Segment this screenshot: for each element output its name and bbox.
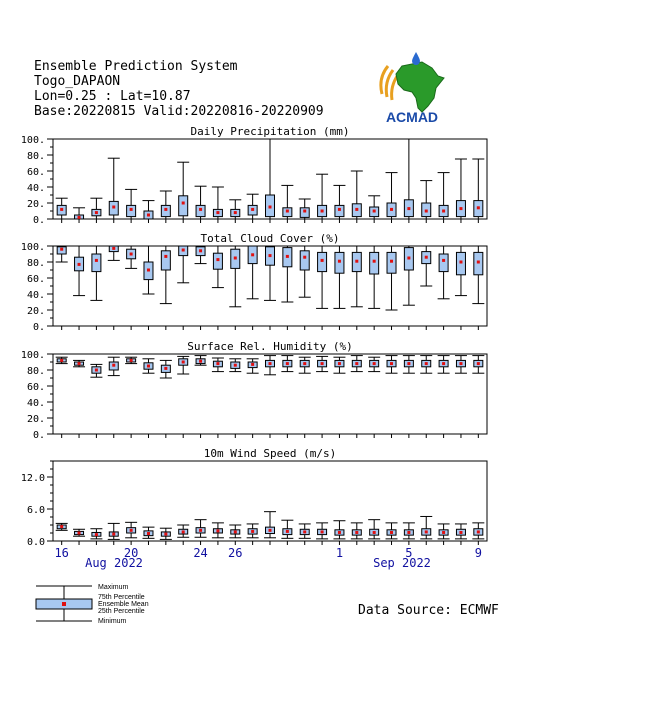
mean-marker [390,362,393,365]
y-tick-label: 60. [26,274,45,285]
mean-marker [95,259,98,262]
mean-marker [477,261,480,264]
y-tick-label: 40. [26,398,45,409]
mean-marker [234,211,237,214]
iqr-box [370,252,379,274]
mean-marker [321,530,324,533]
y-tick-label: 60. [26,382,45,393]
mean-marker [112,247,115,250]
mean-marker [147,269,150,272]
x-tick-label: 16 [54,546,69,560]
y-tick-label: 20. [26,306,45,317]
legend-mean-label: Ensemble Mean [98,601,149,608]
mean-marker [338,260,341,263]
mean-marker [78,532,81,535]
mean-marker [234,257,237,260]
x-tick-label: 24 [193,546,208,560]
mean-marker [112,533,115,536]
mean-marker [60,208,63,211]
mean-marker [477,362,480,365]
iqr-box [387,252,396,273]
mean-marker [130,529,133,532]
y-tick-label: 80. [26,151,45,162]
mean-marker [130,359,133,362]
legend-p75-label: 75th Percentile [98,594,145,601]
panel-title: 10m Wind Speed (m/s) [203,447,337,460]
mean-marker [477,206,480,209]
legend [34,583,204,627]
mean-marker [442,531,445,534]
y-tick-label: 0.0 [26,537,45,548]
mean-marker [234,530,237,533]
mean-marker [459,261,462,264]
mean-marker [251,208,254,211]
mean-marker [182,202,185,205]
y-tick-label: 80. [26,366,45,377]
panel-title: Total Cloud Cover (%) [200,232,340,245]
mean-marker [164,367,167,370]
mean-marker [303,210,306,213]
mean-marker [442,362,445,365]
mean-marker [303,362,306,365]
forecast-dates: Base:20220815 Valid:20220816-20220909 [34,104,324,119]
mean-marker [477,530,480,533]
mean-marker [269,362,272,365]
mean-marker [390,208,393,211]
mean-marker [425,530,428,533]
mean-marker [442,259,445,262]
mean-marker [216,258,219,261]
iqr-box [300,208,309,218]
mean-marker [164,208,167,211]
y-tick-label: 0. [32,430,45,441]
iqr-box [335,205,344,216]
mean-marker [286,255,289,258]
iqr-box [474,252,483,274]
mean-marker [407,362,410,365]
mean-marker [130,253,133,256]
mean-marker [338,531,341,534]
mean-marker [407,531,410,534]
mean-marker [234,364,237,367]
mean-marker [321,210,324,213]
iqr-box [439,254,448,272]
y-tick-label: 40. [26,183,45,194]
mean-marker [164,255,167,258]
mean-marker [407,207,410,210]
iqr-box [196,205,205,216]
mean-marker [321,362,324,365]
mean-marker [269,529,272,532]
month-label: Aug 2022 [85,556,143,570]
mean-marker [95,211,98,214]
mean-marker [425,256,428,259]
mean-marker [425,210,428,213]
month-label: Sep 2022 [373,556,431,570]
y-tick-label: 40. [26,290,45,301]
mean-marker [95,533,98,536]
x-tick-label: 9 [474,546,482,560]
mean-marker [147,365,150,368]
mean-marker [355,260,358,263]
mean-marker [182,361,185,364]
mean-marker [251,530,254,533]
mean-marker [112,206,115,209]
y-tick-label: 80. [26,258,45,269]
mean-marker [216,211,219,214]
y-tick-label: 0. [32,322,45,333]
iqr-box [161,205,170,216]
y-tick-label: 100. [20,135,45,146]
mean-marker [199,529,202,532]
iqr-box [161,251,170,270]
x-tick-label: 5 [405,546,413,560]
mean-marker [373,531,376,534]
mean-marker [373,362,376,365]
mean-marker [130,208,133,211]
mean-marker [338,362,341,365]
iqr-box [456,252,465,274]
mean-marker [355,208,358,211]
y-tick-label: 100. [20,242,45,253]
mean-marker [78,216,81,219]
x-tick-label: 1 [335,546,344,560]
mean-marker [251,253,254,256]
mean-marker [60,248,63,251]
mean-marker [390,260,393,263]
mean-marker [199,208,202,211]
legend-mean-marker [62,602,66,606]
iqr-box [300,251,309,270]
iqr-box [127,205,136,216]
data-source-label: Data Source: ECMWF [358,603,499,618]
mean-marker [442,210,445,213]
mean-marker [286,362,289,365]
mean-marker [355,362,358,365]
mean-marker [78,263,81,266]
y-tick-label: 20. [26,414,45,425]
logo-text: ACMAD [385,109,439,125]
mean-marker [286,530,289,533]
y-tick-label: 0. [32,215,45,226]
mean-marker [60,525,63,528]
iqr-box [213,253,222,269]
station-coordinates: Lon=0.25 : Lat=10.87 [34,89,191,104]
mean-marker [216,529,219,532]
y-tick-label: 20. [26,199,45,210]
mean-marker [459,207,462,210]
mean-marker [303,530,306,533]
mean-marker [286,210,289,213]
mean-marker [147,214,150,217]
mean-marker [216,362,219,365]
mean-marker [182,249,185,252]
mean-marker [112,364,115,367]
station-name: Togo_DAPAON [34,74,121,89]
mean-marker [199,249,202,252]
legend-min-label: Minimum [98,618,127,625]
x-tick-label: 20 [123,546,139,560]
mean-marker [321,259,324,262]
mean-marker [303,256,306,259]
mean-marker [459,362,462,365]
mean-marker [78,362,81,365]
mean-marker [425,362,428,365]
mean-marker [199,360,202,363]
iqr-box [335,252,344,273]
iqr-box [318,252,327,271]
panel-title: Surface Rel. Humidity (%) [187,340,353,353]
mean-marker [147,532,150,535]
mean-marker [95,369,98,372]
mean-marker [373,260,376,263]
y-tick-label: 100. [20,350,45,361]
mean-marker [60,359,63,362]
mean-marker [251,363,254,366]
y-tick-label: 60. [26,167,45,178]
y-tick-label: 12.0 [20,473,45,484]
mean-marker [459,531,462,534]
system-title: Ensemble Prediction System [34,59,238,74]
mean-marker [269,254,272,257]
panel-title: Daily Precipitation (mm) [190,125,350,138]
mean-marker [338,208,341,211]
mean-marker [373,210,376,213]
mean-marker [269,206,272,209]
iqr-box [92,254,101,272]
legend-p25-label: 25th Percentile [98,608,145,615]
x-tick-label: 26 [228,546,243,560]
legend-max-label: Maximum [98,584,129,591]
mean-marker [355,531,358,534]
y-tick-label: 6.0 [26,505,45,516]
mean-marker [164,533,167,536]
iqr-box [179,196,188,216]
mean-marker [390,531,393,534]
mean-marker [182,530,185,533]
mean-marker [407,257,410,260]
